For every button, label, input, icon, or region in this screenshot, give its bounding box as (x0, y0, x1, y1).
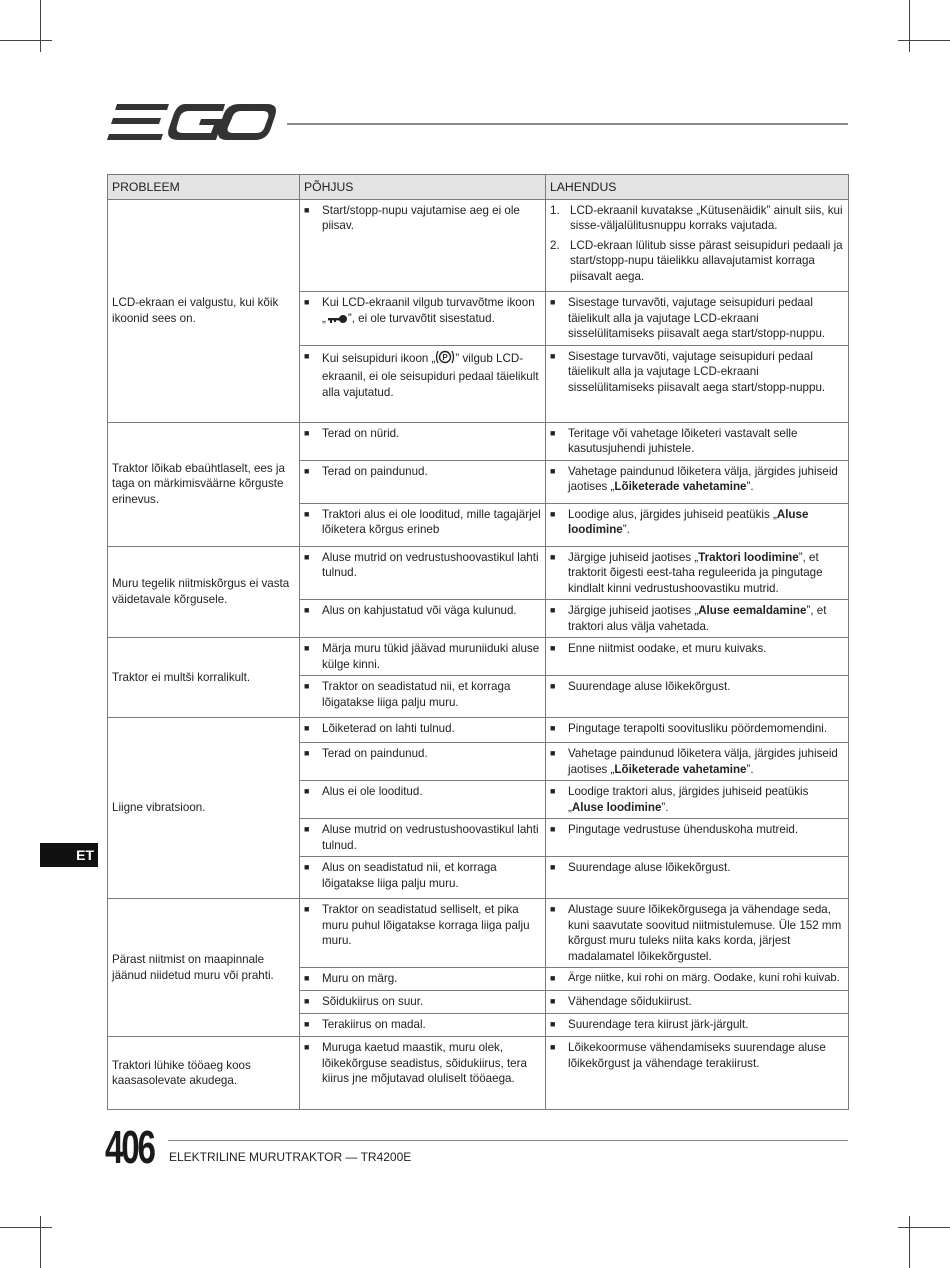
section-reference: Aluse eemaldamine (698, 604, 807, 617)
solution-text: Järgige juhiseid jaotises „ (568, 604, 699, 617)
crop-mark (909, 0, 910, 52)
cause-text: Aluse mutrid on vedrustushoovastikul lahti tulnud. (322, 823, 539, 852)
solution-text: Loodige alus, järgides juhiseid peatükis „ (568, 507, 777, 521)
cause-cell: ■ Start/stopp-nupu vajutamise aeg ei ole piisav. (300, 199, 546, 292)
solution-cell: ■ Järgige juhiseid jaotises „Traktori loodimine”, et traktorit õigesti eest-taha reguleerida ja pingutage kindlalt kinni vedrustushoovastiku mutrid. (546, 546, 849, 600)
solution-cell: ■ Enne niitmist oodake, et muru kuivaks. (546, 638, 849, 676)
cause-text: ”, ei ole turvavõtit sisestatud. (347, 311, 495, 325)
section-reference: Aluse loodimine (568, 507, 809, 536)
crop-mark (898, 1227, 950, 1228)
cause-cell: ■ Traktor on seadistatud selliselt, et pika muru puhul lõigatakse korraga liiga palju muru. (300, 899, 546, 968)
solution-cell: ■ Suurendage tera kiirust järk-järgult. (546, 1014, 849, 1037)
solution-text: LCD-ekraanil kuvatakse „Kütusenäidik” ainult siis, kui sisse-väljalülitusnuppu korraks vajutada. (570, 203, 843, 232)
problem-cell: Pärast niitmist on maapinnale jäänud niidetud muru või prahti. (108, 899, 300, 1037)
problem-cell: Traktor ei multši korralikult. (108, 638, 300, 718)
solution-text: Vähendage sõidukiirust. (568, 995, 692, 1008)
page-number: 406 (105, 1121, 154, 1173)
cause-text: Traktor on seadistatud selliselt, et pika muru puhul lõigatakse korraga liiga palju muru. (322, 903, 530, 947)
cause-cell: ■ Muru on märg. (300, 968, 546, 991)
solution-text: ”. (622, 523, 630, 536)
solution-cell: ■ Vahetage paindunud lõiketera välja, järgides juhiseid jaotises „Lõiketerade vahetamine”. (546, 460, 849, 503)
cause-cell: ■ Traktor on seadistatud nii, et korraga lõigatakse liiga palju muru. (300, 676, 546, 718)
solution-cell: ■ Lõikekoormuse vähendamiseks suurendage aluse lõikekõrgust ja vähendage terakiirust. (546, 1037, 849, 1110)
solution-text: Pingutage terapolti soovitusliku pöördemomendini. (568, 722, 828, 735)
table-row (108, 899, 849, 968)
solution-text: Suurendage aluse lõikekõrgust. (568, 680, 731, 693)
solution-cell: ■ Loodige alus, järgides juhiseid peatükis „Aluse loodimine”. (546, 503, 849, 546)
table-row (108, 422, 849, 460)
key-icon (326, 313, 348, 330)
cause-text: Lõiketerad on lahti tulnud. (322, 722, 455, 735)
cause-text: Terad on nürid. (322, 426, 400, 440)
cause-text: Muru on märg. (322, 972, 398, 985)
solution-cell: ■ Sisestage turvavõti, vajutage seisupiduri pedaal täielikult alla ja vajutage LCD-ekraani sisselülitamiseks piisavalt aega start/stopp-nuppu. (546, 345, 849, 422)
language-tab: ET (40, 843, 98, 867)
solution-cell: ■ Vähendage sõidukiirust. (546, 991, 849, 1014)
solution-text: Pingutage vedrustuse ühenduskoha mutreid. (568, 823, 799, 836)
cause-cell: ■ Terakiirus on madal. (300, 1014, 546, 1037)
solution-text: Suurendage tera kiirust järk-järgult. (568, 1018, 749, 1031)
cause-text: Alus ei ole looditud. (322, 785, 423, 798)
crop-mark (40, 1216, 41, 1268)
solution-text: Sisestage turvavõti, vajutage seisupiduri pedaal täielikult alla ja vajutage LCD-ekraani sisselülitamiseks piisavalt aega start/stopp-nuppu. (568, 349, 826, 394)
cause-text: Start/stopp-nupu vajutamise aeg ei ole piisav. (322, 203, 520, 232)
cause-text: Alus on kahjustatud või väga kulunud. (322, 604, 517, 617)
cause-text: Terakiirus on madal. (322, 1018, 426, 1031)
cause-cell: ■ Kui seisupiduri ikoon „ P ” vilgub LCD-ekraanil, ei ole seisupiduri pedaal täielikult alla vajutatud. (300, 345, 546, 422)
problem-cell: Muru tegelik niitmiskõrgus ei vasta väidetavale kõrgusele. (108, 546, 300, 638)
solution-text: ”, et traktori alus välja vahetada. (568, 604, 827, 633)
footer-rule (168, 1140, 848, 1141)
solution-text: Sisestage turvavõti, vajutage seisupiduri pedaal täielikult alla ja vajutage LCD-ekraani sisselülitamiseks piisavalt aega start/stopp-nuppu. (568, 296, 826, 340)
solution-cell: ■ Teritage või vahetage lõiketeri vastavalt selle kasutusjuhendi juhistele. (546, 422, 849, 460)
section-reference: Lõiketerade vahetamine (614, 480, 747, 493)
svg-text:P: P (442, 352, 449, 362)
cause-text: Aluse mutrid on vedrustushoovastikul lahti tulnud. (322, 550, 539, 579)
solution-cell: ■ Vahetage paindunud lõiketera välja, järgides juhiseid jaotises „Lõiketerade vahetamine”. (546, 743, 849, 781)
cause-cell: ■ Lõiketerad on lahti tulnud. (300, 718, 546, 743)
solution-text: Ärge niitke, kui rohi on märg. Oodake, kuni rohi kuivab. (568, 972, 840, 984)
cause-cell: ■ Aluse mutrid on vedrustushoovastikul lahti tulnud. (300, 546, 546, 600)
crop-mark (0, 1227, 52, 1228)
solution-text: Loodige traktori alus, järgides juhiseid peatükis „ (568, 785, 809, 814)
cause-text: Traktor on seadistatud nii, et korraga lõigatakse liiga palju muru. (322, 680, 511, 709)
solution-cell: ■ Pingutage terapolti soovitusliku pöördemomendini. (546, 718, 849, 743)
cause-cell: ■ Muruga kaetud maastik, muru olek, lõikekõrguse seadistus, sõidukiirus, tera kiirus jne mõjutavad oluliselt tööaega. (300, 1037, 546, 1110)
parking-brake-icon (435, 349, 455, 370)
solution-cell: ■ Sisestage turvavõti, vajutage seisupiduri pedaal täielikult alla ja vajutage LCD-ekraani sisselülitamiseks piisavalt aega start/stopp-nuppu. (546, 292, 849, 346)
cause-text: Muruga kaetud maastik, muru olek, lõikekõrguse seadistus, sõidukiirus, tera kiirus jne mõjutavad oluliselt tööaega. (322, 1041, 527, 1085)
header-cause: PÕHJUS (300, 175, 546, 200)
crop-mark (0, 40, 52, 41)
solution-text: ”. (746, 480, 754, 493)
problem-cell: Traktori lühike tööaeg koos kaasasolevate akudega. (108, 1037, 300, 1110)
cause-cell: ■ Alus on kahjustatud või väga kulunud. (300, 600, 546, 638)
solution-text: Alustage suure lõikekõrgusega ja vähendage seda, kuni saavutate soovitud niitmistulemuse. Üle 152 mm kõrgust muru tuleks niita kaks korda, järjest madalamatel lõikekõrgustel. (568, 903, 842, 963)
cause-text: Kui seisupiduri ikoon „ (322, 351, 436, 365)
solution-cell: ■ Suurendage aluse lõikekõrgust. (546, 676, 849, 718)
solution-text: ”. (661, 800, 669, 814)
cause-text: Terad on paindunud. (322, 464, 428, 478)
solution-text: ”. (746, 762, 754, 776)
section-reference: Traktori loodimine (698, 550, 799, 564)
cause-cell: ■ Sõidukiirus on suur. (300, 991, 546, 1014)
cause-text: Alus on seadistatud nii, et korraga lõigatakse liiga palju muru. (322, 861, 497, 890)
crop-mark (909, 1216, 910, 1268)
solution-text: ”, et traktorit õigesti eest-taha reguleerida ja pingutage kindlalt kinni vedrustushoovastiku mutrid. (568, 550, 823, 595)
problem-cell: Liigne vibratsioon. (108, 718, 300, 899)
solution-text: Järgige juhiseid jaotises „ (568, 550, 699, 564)
section-reference: Lõiketerade vahetamine (614, 762, 747, 776)
cause-cell: ■ Traktori alus ei ole looditud, mille tagajärjel lõiketera kõrgus erineb (300, 503, 546, 546)
table-row (108, 1037, 849, 1110)
solution-text: Suurendage aluse lõikekõrgust. (568, 861, 731, 874)
cause-cell: ■ Terad on paindunud. (300, 460, 546, 503)
cause-cell: ■ Terad on nürid. (300, 422, 546, 460)
solution-cell: ■ Pingutage vedrustuse ühenduskoha mutreid. (546, 819, 849, 857)
crop-mark (40, 0, 41, 52)
solution-text: Teritage või vahetage lõiketeri vastavalt selle kasutusjuhendi juhistele. (568, 426, 798, 455)
ego-logo (107, 104, 277, 144)
header-problem: PROBLEEM (108, 175, 300, 200)
solution-cell: ■ Loodige traktori alus, järgides juhiseid peatükis „Aluse loodimine”. (546, 781, 849, 819)
crop-mark (898, 40, 950, 41)
footer-title: ELEKTRILINE MURUTRAKTOR — TR4200E (169, 1150, 412, 1164)
cause-cell: ■ Terad on paindunud. (300, 743, 546, 781)
cause-text: Traktori alus ei ole looditud, mille tagajärjel lõiketera kõrgus erineb (322, 507, 541, 536)
cause-text: Märja muru tükid jäävad muruniiduki aluse külge kinni. (322, 642, 540, 671)
table-header-row (108, 175, 849, 200)
cause-cell: ■ Alus ei ole looditud. (300, 781, 546, 819)
problem-cell: LCD-ekraan ei valgustu, kui kõik ikoonid sees on. (108, 199, 300, 422)
solution-cell: ■ Ärge niitke, kui rohi on märg. Oodake, kuni rohi kuivab. (546, 968, 849, 991)
solution-text: Lõikekoormuse vähendamiseks suurendage aluse lõikekõrgust ja vähendage terakiirust. (568, 1041, 826, 1070)
cause-text: Kui LCD-ekraanil vilgub turvavõtme ikoon „ (322, 296, 535, 325)
solution-text: Vahetage paindunud lõiketera välja, järgides juhiseid jaotises „ (568, 464, 838, 493)
solution-text: Enne niitmist oodake, et muru kuivaks. (568, 642, 767, 655)
solution-cell: 1. LCD-ekraanil kuvatakse „Kütusenäidik” ainult siis, kui sisse-väljalülitusnuppu korraks vajutada. 2. LCD-ekraan lülitub sisse pärast seisupiduri pedaali ja start/stopp-nupu täielikku allavajutamist korraga piisavalt aega. (546, 199, 849, 292)
cause-cell: ■ Aluse mutrid on vedrustushoovastikul lahti tulnud. (300, 819, 546, 857)
table-row (108, 546, 849, 600)
cause-cell: ■ Kui LCD-ekraanil vilgub turvavõtme ikoon „ ”, ei ole turvavõtit sisestatud. (300, 292, 546, 346)
table-row (108, 718, 849, 743)
solution-text: Vahetage paindunud lõiketera välja, järgides juhiseid jaotises „ (568, 747, 838, 776)
solution-cell: ■ Suurendage aluse lõikekõrgust. (546, 857, 849, 899)
table-row (108, 199, 849, 292)
header-solution: LAHENDUS (546, 175, 849, 200)
cause-text: ” vilgub LCD-ekraanil, ei ole seisupiduri pedaal täielikult alla vajutatud. (322, 351, 539, 399)
table-row (108, 638, 849, 676)
troubleshooting-table (107, 174, 849, 1110)
cause-cell: ■ Alus on seadistatud nii, et korraga lõigatakse liiga palju muru. (300, 857, 546, 899)
cause-cell: ■ Märja muru tükid jäävad muruniiduki aluse külge kinni. (300, 638, 546, 676)
solution-cell: ■ Järgige juhiseid jaotises „Aluse eemaldamine”, et traktori alus välja vahetada. (546, 600, 849, 638)
cause-text: Terad on paindunud. (322, 747, 428, 760)
header-rule (287, 123, 848, 125)
solution-cell: ■ Alustage suure lõikekõrgusega ja vähendage seda, kuni saavutate soovitud niitmistulemuse. Üle 152 mm kõrgust muru tuleks niita kaks korda, järjest madalamatel lõikekõrgustel. (546, 899, 849, 968)
solution-text: LCD-ekraan lülitub sisse pärast seisupiduri pedaali ja start/stopp-nupu täielikku allavajutamist korraga piisavalt aega. (570, 238, 843, 283)
cause-text: Sõidukiirus on suur. (322, 995, 424, 1008)
section-reference: Aluse loodimine (571, 800, 662, 814)
problem-cell: Traktor lõikab ebaühtlaselt, ees ja taga on märkimisväärne kõrguste erinevus. (108, 422, 300, 546)
